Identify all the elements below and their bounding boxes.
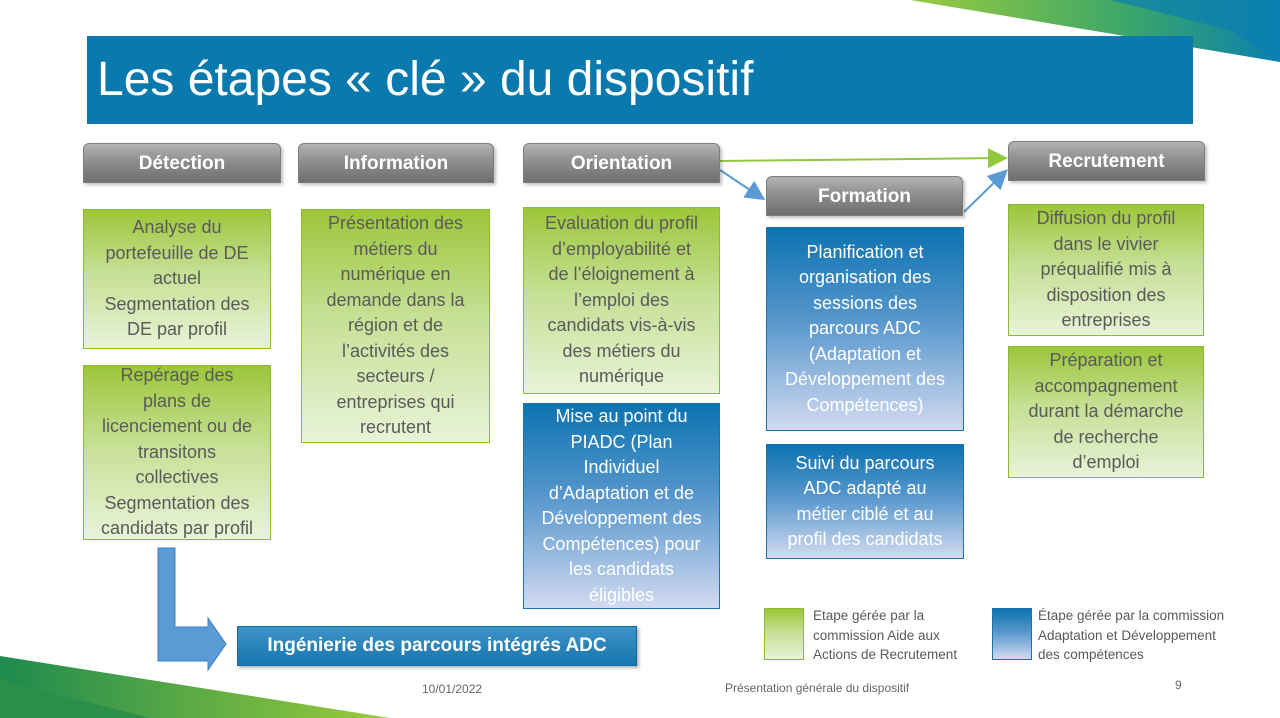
box-orientation-evaluation: Evaluation du profil d’employabilité et de l’éloignement à l’emploi des candidats vis-à-vis des métiers du numérique [523, 207, 720, 394]
box-recrutement-diffusion: Diffusion du profil dans le vivier préqualifié mis à disposition des entreprises [1008, 204, 1204, 336]
stage-recrutement: Recrutement [1008, 141, 1205, 181]
footer-caption: Présentation générale du dispositif [725, 681, 910, 695]
box-formation-planification: Planification et organisation des sessions des parcours ADC (Adaptation et Développement des Compétences) [766, 227, 964, 431]
box-orientation-piadc: Mise au point du PIADC (Plan Individuel d’Adaptation et de Développement des Compétences) pour les candidats éligibles [523, 403, 720, 609]
legend-blue-text: Étape gérée par la commission Adaptation et Développement des compétences [1038, 608, 1225, 662]
legend-green-text: Etape gérée par la commission Aide aux Actions de Recrutement [813, 608, 958, 662]
box-recrutement-preparation: Préparation et accompagnement durant la démarche de recherche d’emploi [1008, 346, 1204, 478]
stage-detection: Détection [83, 143, 281, 183]
page-number: 9 [1175, 678, 1182, 692]
footer-date: 10/01/2022 [422, 682, 483, 696]
arrow-orientation-recrutement [720, 158, 1004, 161]
page-title: Les étapes « clé » du dispositif [87, 36, 1193, 124]
arrow-orientation-formation [720, 170, 762, 198]
box-information-presentation: Présentation des métiers du numérique en demande dans la région et de l’activités des secteurs / entreprises qui recrutent [301, 209, 490, 443]
legend-green-swatch [764, 608, 804, 660]
stage-orientation: Orientation [523, 143, 720, 183]
box-detection-reperage: Repérage des plans de licenciement ou de transitons collectives Segmentation des candidats par profil [83, 365, 271, 540]
legend-blue-swatch [992, 608, 1032, 660]
stage-information: Information [298, 143, 494, 183]
box-formation-suivi: Suivi du parcours ADC adapté au métier ciblé et au profil des candidats [766, 444, 964, 559]
stage-formation: Formation [766, 176, 963, 216]
box-detection-analyse: Analyse du portefeuille de DE actuel Segmentation des DE par profil [83, 209, 271, 349]
arrow-detection-ingenierie [158, 548, 226, 670]
ingenierie-banner: Ingénierie des parcours intégrés ADC [237, 626, 637, 666]
arrow-formation-recrutement [964, 172, 1005, 212]
